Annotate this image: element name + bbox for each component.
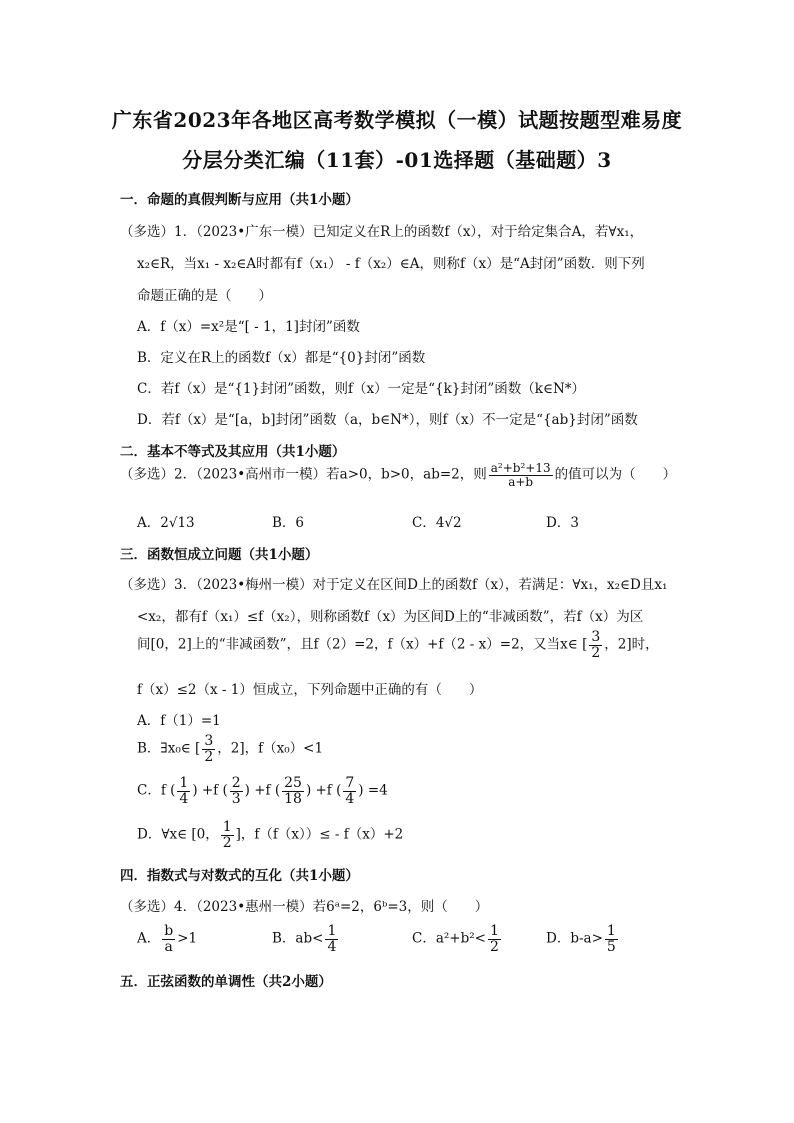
q4-stem: （多选）4．（2023•惠州一模）若6ᵃ=2，6ᵇ=3，则（ ） xyxy=(120,899,489,915)
section-heading-5: 五．正弦函数的单调性（共2小题） xyxy=(120,974,332,990)
q3-c-f1-den: 4 xyxy=(179,790,189,807)
q3-line3 xyxy=(137,630,659,660)
q4-a-suffix: >1 xyxy=(177,930,198,947)
doc-title-line1: 广东省2023年各地区高考数学模拟（一模）试题按题型难易度 xyxy=(111,108,683,132)
q2-stem-prefix: （多选）2．（2023•高州市一模）若a>0，b>0，ab=2，则 xyxy=(120,466,487,483)
q4-a-fraction xyxy=(162,924,175,954)
section-heading-1: 一．命题的真假判断与应用（共1小题） xyxy=(120,192,359,208)
q3-option-c-join-3: ) +f ( xyxy=(305,782,342,799)
section-heading-2: 二．基本不等式及其应用（共1小题） xyxy=(120,444,346,460)
q3-line1: （多选）3．（2023•梅州一模）对于定义在区间D上的函数f（x），若满足：∀x₁，x₂∈D且x₁ xyxy=(120,577,668,593)
q4-option-a xyxy=(137,924,197,954)
q3-c-f2-num: 2 xyxy=(231,775,241,791)
q3-option-c-join-2: ) +f ( xyxy=(244,782,281,799)
q3-option-c-prefix: C．f ( xyxy=(137,782,176,799)
q4-d-prefix: D．b-a> xyxy=(546,930,603,947)
q1-line3: 命题正确的是（ ） xyxy=(137,288,272,304)
q3-option-a: A．f（1）=1 xyxy=(137,713,221,729)
q3-c-f1-num: 1 xyxy=(179,775,189,791)
q3-option-c xyxy=(137,776,388,806)
q3-option-c-fraction-1 xyxy=(177,776,190,806)
q3-option-d-suffix: ]，f（f（x））≤ - f（x）+2 xyxy=(235,826,404,843)
q3-option-d-fraction xyxy=(221,820,234,850)
q1-line2: x₂∈R，当x₁ - x₂∈A时都有f（x₁） - f（x₂）∈A，则称f（x）是“A封闭”函数．则下列 xyxy=(137,256,645,272)
q4-a-den: a xyxy=(164,938,173,955)
q3-line3-suffix: ，2]时， xyxy=(604,636,659,653)
q3-option-d xyxy=(137,820,403,850)
q4-b-den: 4 xyxy=(327,938,337,955)
q3-line4: f（x）≤2（x - 1）恒成立，下列命题中正确的有（ ） xyxy=(137,682,483,698)
q2-stem-suffix: 的值可以为（ ） xyxy=(554,466,677,483)
q2-option-d: D．3 xyxy=(546,515,579,531)
q3-option-b-numerator: 3 xyxy=(204,733,214,749)
q1-line1: （多选）1．（2023•广东一模）已知定义在R上的函数f（x），对于给定集合A，若∀x₁， xyxy=(120,224,644,240)
q4-d-fraction xyxy=(605,924,618,954)
q4-b-fraction xyxy=(325,924,338,954)
q2-fraction-numerator: a²+b²+13 xyxy=(490,461,551,475)
q3-line3-prefix: 间[0，2]上的“非减函数”，且f（2）=2，f（x）+f（2 - x）=2，又当x∈ [ xyxy=(137,636,588,653)
q3-option-b-suffix: ，2]，f（x₀）<1 xyxy=(217,740,324,757)
q3-option-b-denominator: 2 xyxy=(204,748,214,765)
q4-a-prefix: A． xyxy=(137,930,161,947)
q4-c-prefix: C．a²+b²< xyxy=(412,930,486,947)
q3-line2: <x₂，都有f（x₁）≤f（x₂），则称函数f（x）为区间D上的“非减函数”，若f（x）为区 xyxy=(137,609,644,625)
doc-title-line2: 分层分类汇编（11套）-01选择题（基础题）3 xyxy=(182,148,612,172)
q3-option-c-join-1: ) +f ( xyxy=(192,782,228,799)
q4-b-prefix: B．ab< xyxy=(272,930,324,947)
q3-d-den: 2 xyxy=(222,834,232,851)
q3-c-f2-den: 3 xyxy=(231,790,241,807)
q3-option-c-fraction-4 xyxy=(343,776,356,806)
q2-option-b: B．6 xyxy=(272,515,305,531)
q4-d-den: 5 xyxy=(606,938,616,955)
q2-option-a: A．2√13 xyxy=(137,515,195,531)
q3-option-c-end: ) =4 xyxy=(358,782,388,799)
q4-c-den: 2 xyxy=(489,938,499,955)
q4-option-d xyxy=(546,924,620,954)
q3-option-b-prefix: B．∃x₀∈ [ xyxy=(137,740,201,757)
q2-option-c: C．4√2 xyxy=(412,515,462,531)
q3-c-f4-num: 7 xyxy=(345,775,355,791)
q3-fraction xyxy=(589,630,602,660)
q3-option-c-fraction-2 xyxy=(230,776,243,806)
q1-option-a: A．f（x）=x²是“[ - 1，1]封闭”函数 xyxy=(137,319,360,335)
q2-fraction-denominator: a+b xyxy=(508,474,534,489)
q3-option-d-prefix: D．∀x∈ [0， xyxy=(137,826,219,843)
q3-c-f3-num: 25 xyxy=(284,775,302,791)
q2-stem xyxy=(120,462,676,488)
q2-fraction xyxy=(489,462,553,488)
q3-option-b xyxy=(137,734,323,764)
q3-c-f3-den: 18 xyxy=(284,790,302,807)
q4-a-num: b xyxy=(164,923,174,939)
q4-option-c xyxy=(412,924,503,954)
section-heading-4: 四．指数式与对数式的互化（共1小题） xyxy=(120,868,359,884)
q4-b-num: 1 xyxy=(327,923,337,939)
q3-fraction-numerator: 3 xyxy=(591,629,601,645)
q3-d-num: 1 xyxy=(222,819,232,835)
q1-option-b: B．定义在R上的函数f（x）都是“{0}封闭”函数 xyxy=(137,350,426,366)
q3-option-b-fraction xyxy=(202,734,215,764)
section-heading-3: 三．函数恒成立问题（共1小题） xyxy=(120,547,319,563)
q1-option-c: C．若f（x）是“{1}封闭”函数，则f（x）一定是“{k}封闭”函数（k∈N*） xyxy=(137,381,586,397)
q3-option-c-fraction-3 xyxy=(282,776,304,806)
q3-c-f4-den: 4 xyxy=(345,790,355,807)
q4-c-num: 1 xyxy=(489,923,499,939)
q4-option-b xyxy=(272,924,340,954)
q1-option-d: D．若f（x）是“[a，b]封闭”函数（a，b∈N*），则f（x）不一定是“{ab}封闭”函数 xyxy=(137,412,638,428)
q3-fraction-denominator: 2 xyxy=(591,644,601,661)
q4-c-fraction xyxy=(488,924,501,954)
q4-d-num: 1 xyxy=(606,923,616,939)
